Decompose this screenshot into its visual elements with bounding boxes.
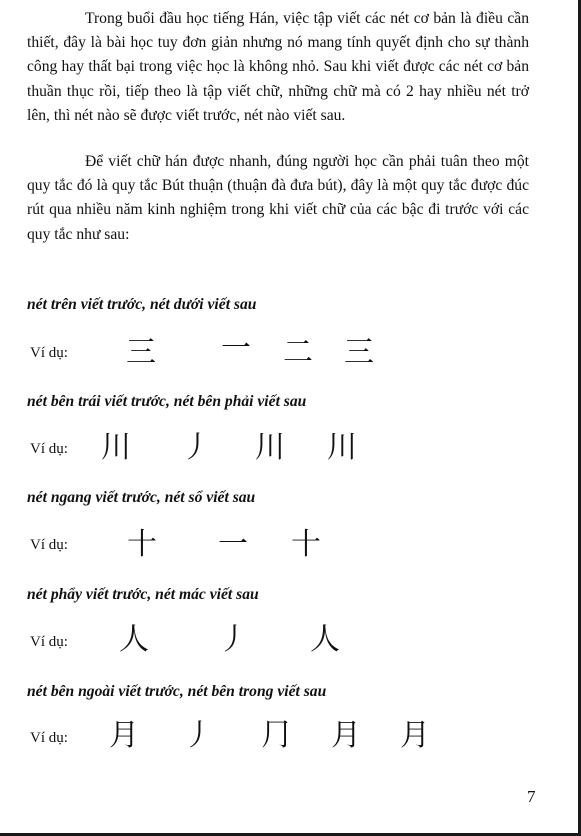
page-number: 7 <box>527 787 536 806</box>
example-label-1: Ví dụ: <box>30 345 68 361</box>
example-glyph: ⺆ <box>261 718 291 753</box>
example-glyph: 三 <box>344 335 374 370</box>
example-glyph: 三 <box>126 335 156 370</box>
rule-title-5: nét bên ngoài viết trước, nét bên trong viết sau <box>27 683 327 700</box>
example-glyph: 丿 <box>181 430 211 465</box>
intro-paragraph-2: Để viết chữ hán được nhanh, đúng người học cần phải tuân theo một quy tắc đó là quy tắc Bút thuận (thuận đà đưa bút), đây là một quy tắc được đúc rút qua nhiều năm kinh nghiệm trong khi viết chữ của các bậc đi trước với các quy tắc như sau: <box>27 153 529 243</box>
example-glyph: 十 <box>291 527 321 562</box>
example-glyph: 川 <box>255 430 285 465</box>
example-glyph: 丿 <box>218 622 248 657</box>
example-label-2: Ví dụ: <box>30 441 68 457</box>
example-glyph: 月 <box>331 718 361 753</box>
example-glyph: 人 <box>119 622 149 657</box>
intro-paragraph-1: Trong buổi đầu học tiếng Hán, việc tập viết các nét cơ bản là điều cần thiết, đây là bài học tuy đơn giản nhưng nó mang tính quyết định cho sự thành công hay thất bại trong việc học là không nhỏ. Sau khi viết được các nét cơ bản thuần thục rồi, tiếp theo là tập viết chữ, những chữ mà có 2 hay nhiều nét trở lên, thì nét nào sẽ được viết trước, nét nào viết sau. <box>27 10 529 124</box>
rule-title-2: nét bên trái viết trước, nét bên phải viết sau <box>27 393 307 410</box>
rule-title-4: nét phẩy viết trước, nét mác viết sau <box>27 586 259 603</box>
example-label-3: Ví dụ: <box>30 537 68 553</box>
example-glyph: 川 <box>327 430 357 465</box>
example-label-4: Ví dụ: <box>30 634 68 650</box>
example-glyph: 月 <box>400 718 430 753</box>
example-glyph: 一 <box>221 331 251 366</box>
example-glyph: 二 <box>283 335 313 370</box>
example-glyph: 一 <box>218 527 248 562</box>
rule-title-1: nét trên viết trước, nét dưới viết sau <box>27 296 257 313</box>
example-label-5: Ví dụ: <box>30 730 68 746</box>
example-glyph: 人 <box>310 622 340 657</box>
rule-title-3: nét ngang viết trước, nét sổ viết sau <box>27 489 256 506</box>
example-glyph: 十 <box>127 527 157 562</box>
example-glyph: 月 <box>109 718 139 753</box>
example-glyph: 川 <box>101 430 131 465</box>
example-glyph: 丿 <box>183 718 213 753</box>
